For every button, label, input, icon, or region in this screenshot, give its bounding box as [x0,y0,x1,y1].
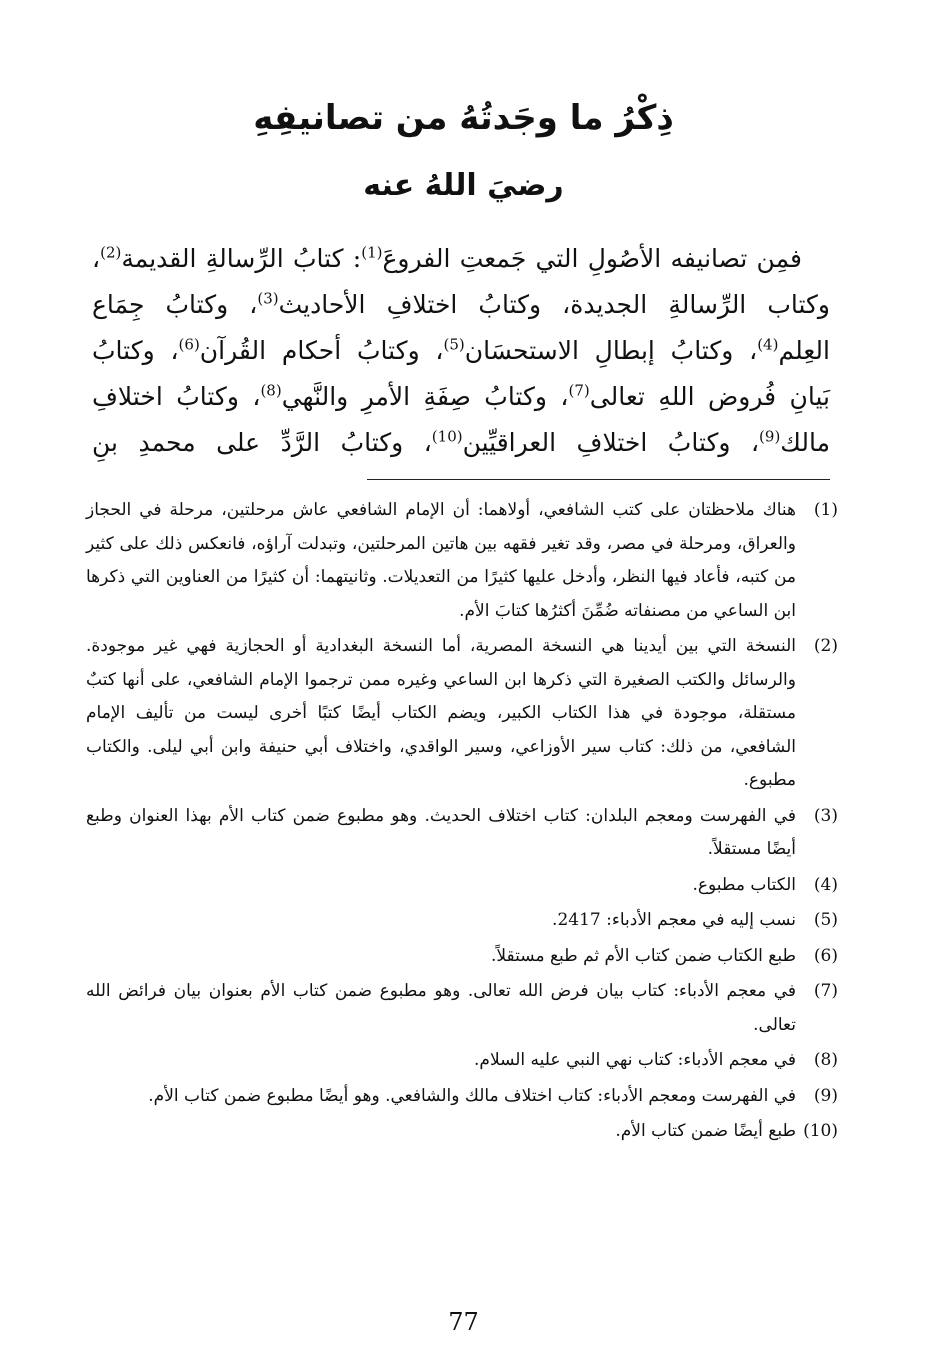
body-text-segment: ، وكتابُ إبطالِ الاستحسَان [464,336,758,365]
footnote-ref[interactable]: (4) [757,335,779,354]
footnote-text: في معجم الأدباء: كتاب بيان فرض الله تعالى. وهو مطبوع ضمن كتاب الأم بعنوان بيان فرائض الله تعالى. [86,981,796,1035]
footnote-ref[interactable]: (6) [178,335,200,354]
footnote-number: (9) [813,1085,838,1106]
footnote-ref[interactable]: (2) [100,243,122,262]
page-title: ذِكْرُ ما وجَدتُهُ من تصانيفِهِ [253,98,674,138]
footnote [86,975,838,1042]
main-paragraph [92,236,830,466]
body-text-segment: مالك [780,428,830,457]
footnote [86,494,838,628]
footnote-number: (5) [813,910,838,930]
footnote-ref[interactable]: (5) [443,335,465,354]
footnote-ref[interactable]: (9) [759,427,781,446]
footnote-number: (3) [813,805,838,826]
body-text-segment: ، [92,244,101,273]
footnote-separator [367,479,830,480]
footnote-text: الكتاب مطبوع. [692,874,796,895]
footnote [86,800,838,867]
footnote [86,904,838,938]
body-text-segment: ، وكتابُ الرَّدِّ على محمدِ بنِ [92,428,432,457]
page-number: 77 [448,1308,479,1336]
footnote [86,630,838,798]
body-line [92,282,830,328]
body-text-segment: وكتاب الرِّسالةِ الجديدة، وكتابُ اختلافِ الأحاديث [278,290,830,319]
footnote-text: في الفهرست ومعجم البلدان: كتاب اختلاف الحديث. وهو مطبوع ضمن كتاب الأم بهذا العنوان وطبع أيضًا مستقلاً. [86,805,796,859]
footnote-text: النسخة التي بين أيدينا هي النسخة المصرية، أما النسخة البغدادية أو الحجازية فهي غير موجودة. والرسائل والكتب الصغيرة التي ذكرها ابن الساعي وغيره ممن ترجموا الإمام الشافعي، على أنها كتبٌ مستقلة، موجودة في هذا الكتاب الكبير، ويضم الكتاب أيضًا كتبًا أخرى ليست من تأليف الإمام الشافعي، من ذلك: كتاب سير الأوزاعي، وسير الواقدي، واختلاف أبي حنيفة وابن أبي ليلى. والكتاب مطبوع. [86,636,796,790]
page-subtitle: رضيَ اللهُ عنه [363,168,564,203]
footnote-ref[interactable]: (7) [568,381,590,400]
footnote-ref[interactable]: (3) [257,289,279,308]
footnote-number: (8) [813,1050,838,1070]
body-line [92,328,830,374]
body-text-segment: بَيانِ فُروض اللهِ تعالى [589,382,830,411]
body-line [92,236,830,282]
footnote [86,869,838,903]
footnote-text: في معجم الأدباء: كتاب نهي النبي عليه السلام. [474,1050,796,1070]
body-text-segment: ، وكتابُ صِفَةِ الأمرِ والنَّهي [281,382,569,411]
footnote-ref[interactable]: (1) [361,243,383,262]
footnote-number: (1) [813,500,838,520]
footnote [86,1080,838,1114]
footnote-number: (2) [813,636,838,656]
footnote-text: في الفهرست ومعجم الأدباء: كتاب اختلاف مالك والشافعي. وهو أيضًا مطبوع ضمن كتاب الأم. [148,1085,796,1106]
body-text-segment: فمِن تصانيفه الأصُولِ التي جَمعتِ الفروعَ [382,244,802,273]
footnote [86,1044,838,1078]
footnote-text: طبع الكتاب ضمن كتاب الأم ثم طبع مستقلاً. [491,945,796,966]
body-line [92,374,830,420]
body-text-segment: ، وكتابُ أحكام القُرآن [199,336,444,365]
body-text-segment: العِلم [778,336,830,365]
footnote-number: (6) [813,945,838,966]
body-line [92,420,830,466]
footnote-number: (4) [813,874,838,895]
body-text-segment: ، وكتابُ [92,336,179,365]
footnote-text: هناك ملاحظتان على كتب الشافعي، أولاهما: أن الإمام الشافعي عاش مرحلتين، مرحلة في الحجاز والعراق، ومرحلة في مصر، وقد تغير فقهه بين هاتين المرحلتين، وتبدلت آراؤه، فانعكس ذلك على كثير من كتبه، فأعاد فيها النظر، وأدخل عليها كثيرًا من التعديلات. وثانيتهما: أن كثيرًا من العناوين التي ذكرها ابن الساعي من مصنفاته ضُمِّنَ أكثرُها كتابَ الأم. [86,500,796,621]
footnote-number: (7) [813,981,838,1001]
footnote-text: نسب إليه في معجم الأدباء: 2417. [552,910,796,930]
footnotes-section [86,494,838,1151]
footnote-ref[interactable]: (10) [431,427,463,446]
footnote-text: طبع أيضًا ضمن كتاب الأم. [615,1121,796,1141]
body-text-segment: : كتابُ الرِّسالةِ القديمة [121,244,362,273]
footnote [86,940,838,974]
body-text-segment: ، وكتابُ اختلافِ العراقيِّين [462,428,760,457]
footnote-ref[interactable]: (8) [260,381,282,400]
footnote [86,1115,838,1149]
footnote-number: (10) [803,1121,838,1141]
body-text-segment: ، وكتابُ جِمَاع [92,290,258,319]
body-text-segment: ، وكتابُ اختلافِ [92,382,261,411]
